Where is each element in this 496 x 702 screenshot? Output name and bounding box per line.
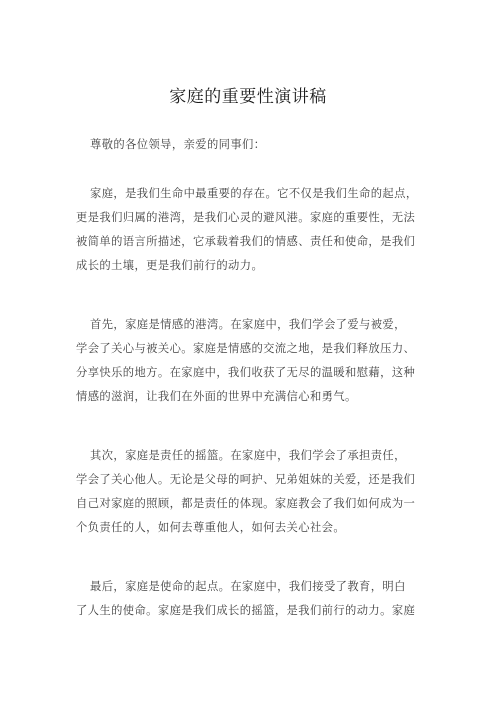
paragraph-2-line-3: 分享快乐的地方。在家庭中，我们收获了无尽的温暖和慰藉，这种 <box>76 366 416 379</box>
paragraph-2-line-1: 首先，家庭是情感的港湾。在家庭中，我们学会了爱与被爱， <box>90 318 406 331</box>
greeting: 尊敬的各位领导，亲爱的同事们： <box>90 138 266 151</box>
paragraph-1-line-1: 家庭，是我们生命中最重要的存在。它不仅是我们生命的起点， <box>90 187 418 200</box>
paragraph-4-line-2: 了人生的使命。家庭是我们成长的摇篮，是我们前行的动力。家庭 <box>76 604 416 617</box>
page-title: 家庭的重要性演讲稿 <box>169 87 327 107</box>
paragraph-3-line-3: 自己对家庭的照顾，都是责任的体现。家庭教会了我们如何成为一 <box>76 497 416 510</box>
paragraph-2-line-2: 学会了关心与被关心。家庭是情感的交流之地，是我们释放压力、 <box>76 342 416 355</box>
paragraph-1-line-2: 更是我们归属的港湾，是我们心灵的避风港。家庭的重要性，无法 <box>76 211 416 224</box>
paragraph-3-line-2: 学会了关心他人。无论是父母的呵护、兄弟姐妹的关爱，还是我们 <box>76 473 416 486</box>
paragraph-1-line-3: 被简单的语言所描述，它承载着我们的情感、责任和使命，是我们 <box>76 235 416 248</box>
paragraph-3-line-4: 个负责任的人，如何去尊重他人，如何去关心社会。 <box>76 521 346 534</box>
paragraph-2-line-4: 情感的滋润，让我们在外面的世界中充满信心和勇气。 <box>76 390 357 403</box>
paragraph-3-line-1: 其次，家庭是责任的摇篮。在家庭中，我们学会了承担责任， <box>90 449 406 462</box>
paragraph-4-line-1: 最后，家庭是使命的起点。在家庭中，我们接受了教育，明白 <box>90 580 406 593</box>
paragraph-1-line-4: 成长的土壤，更是我们前行的动力。 <box>76 259 264 272</box>
